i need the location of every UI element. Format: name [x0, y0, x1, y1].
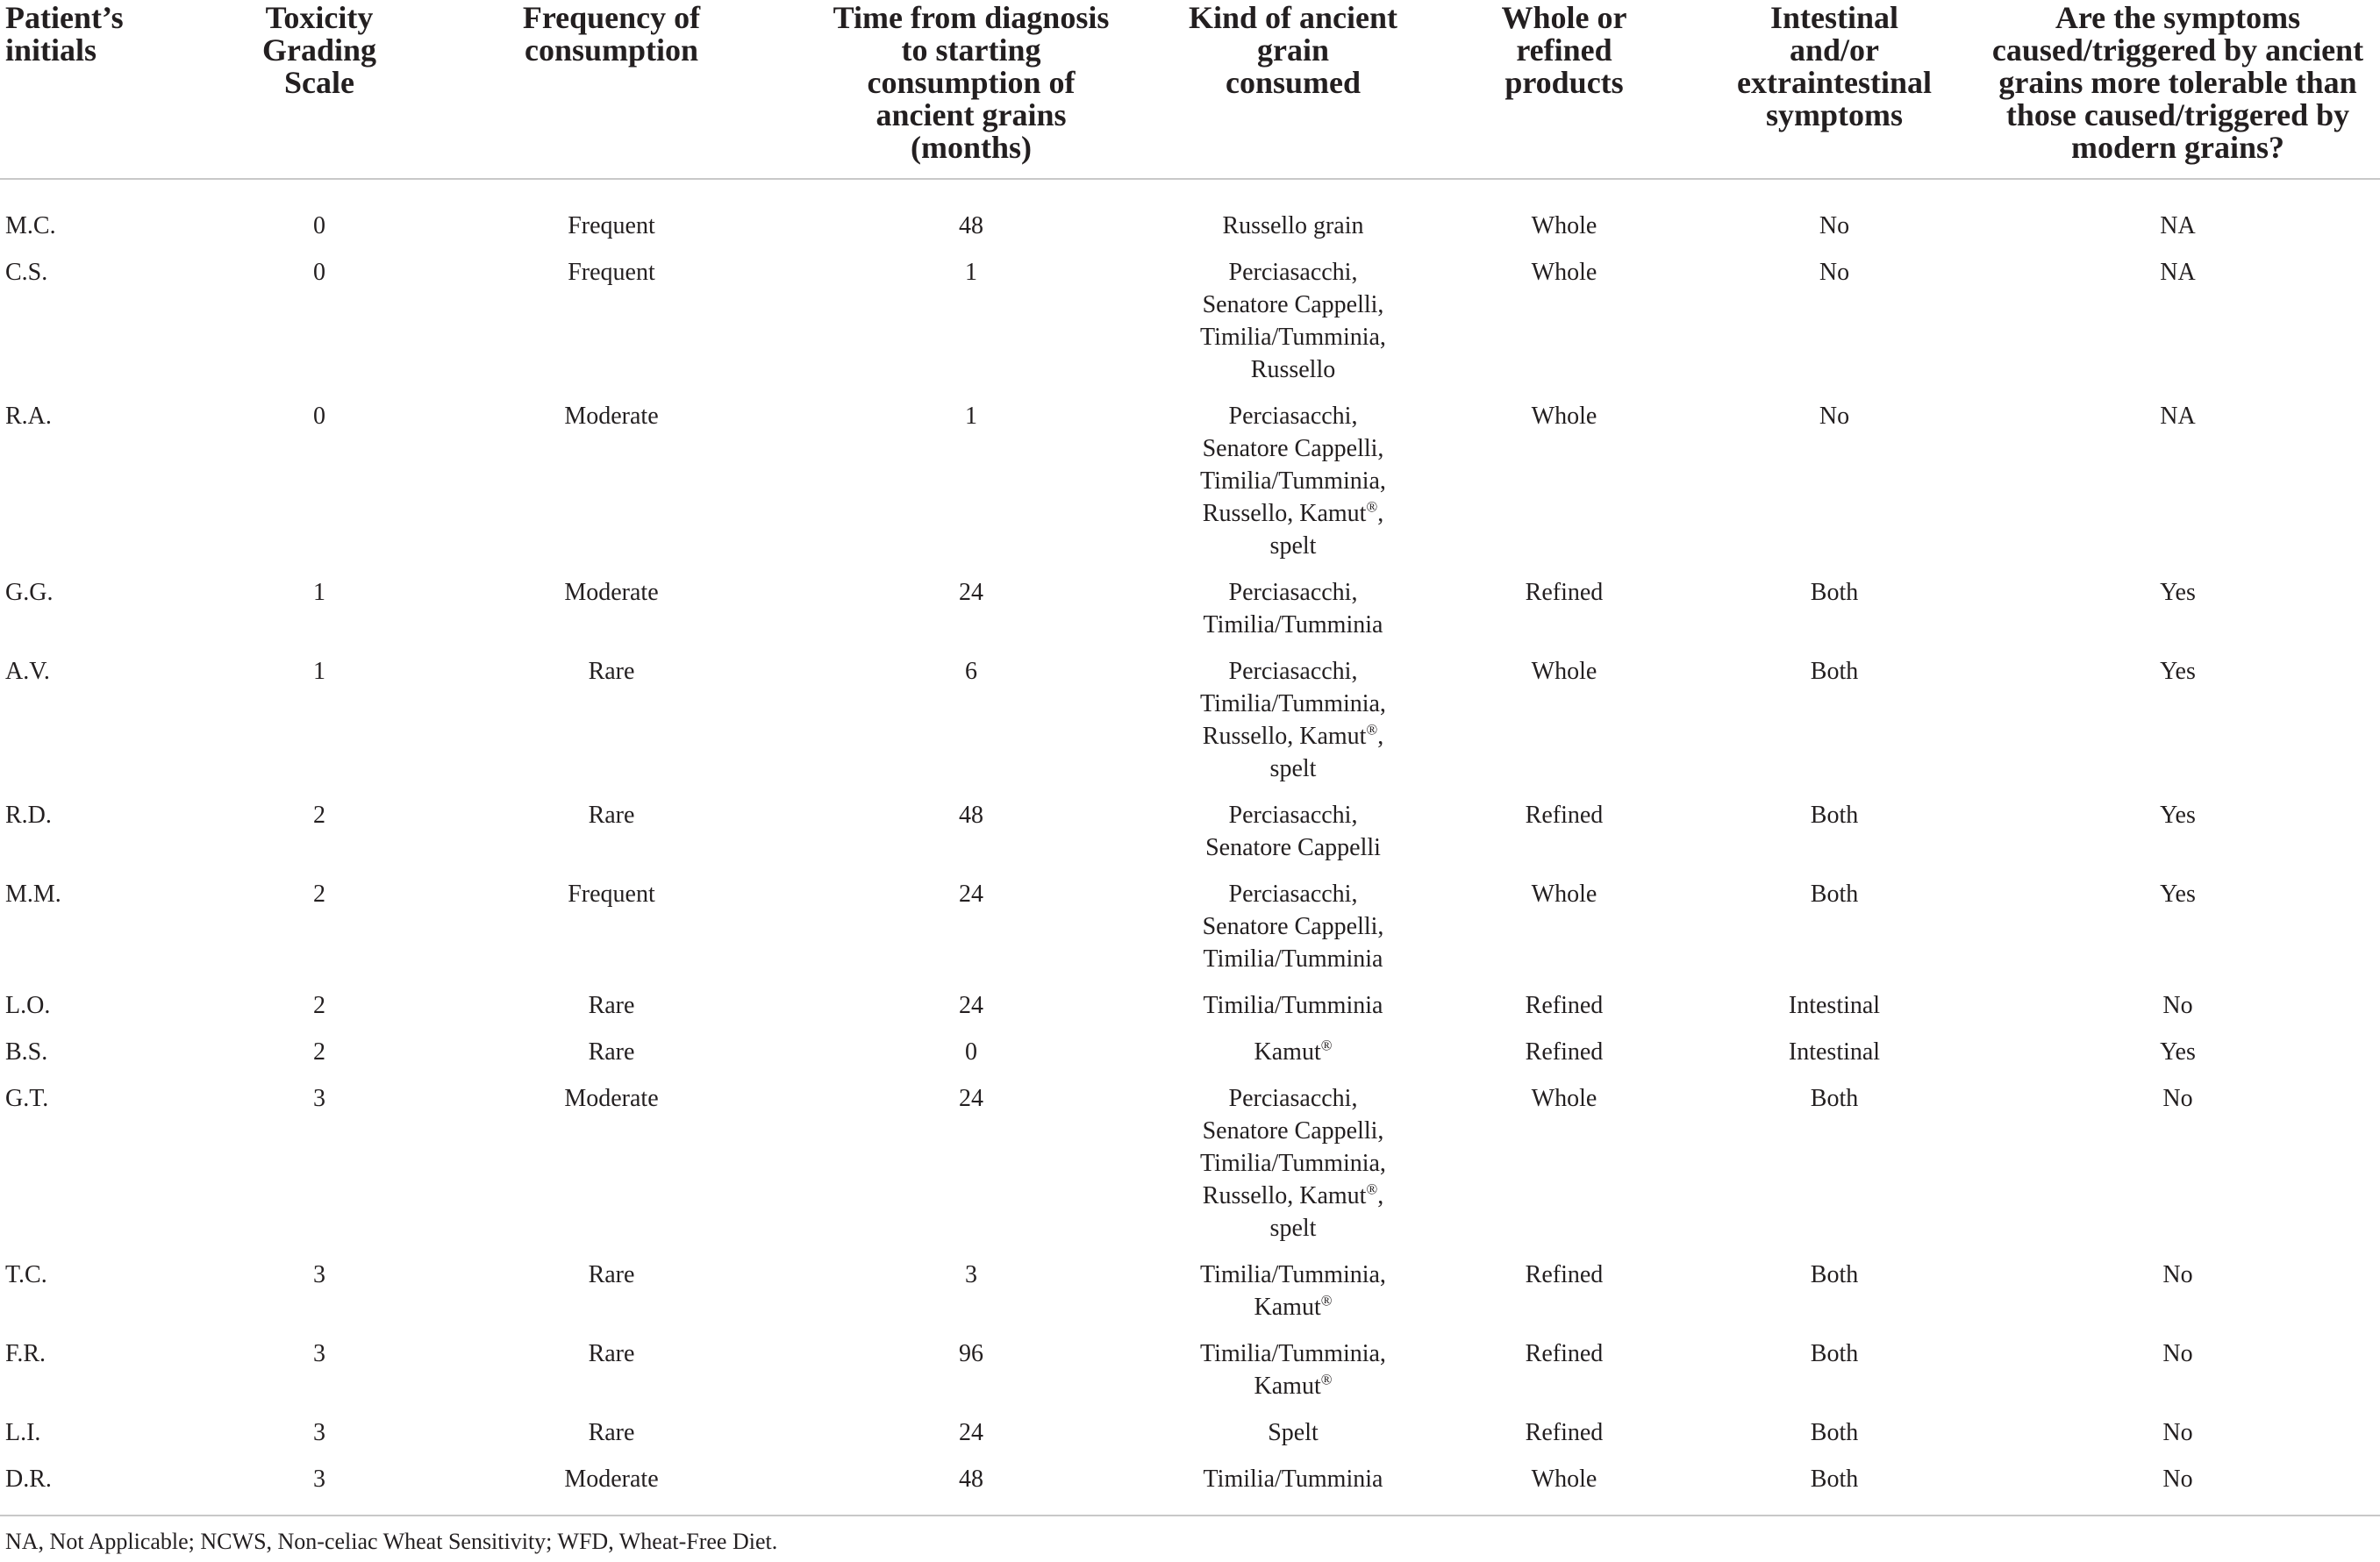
cell-tolerable: Yes	[2160, 881, 2196, 908]
grain-line: Kamut®	[1254, 1292, 1333, 1321]
cell-grain	[1151, 1409, 1435, 1456]
grain-line: Timilia/Tumminia,	[1200, 690, 1386, 717]
cell-tolerable: No	[2162, 1419, 2193, 1446]
cell-months: 96	[959, 1340, 983, 1367]
cell-frequency: Frequent	[568, 259, 655, 286]
header-line: Time from diagnosis	[833, 0, 1110, 35]
cell-product: Refined	[1525, 1261, 1604, 1288]
cell-initials: M.C.	[5, 212, 56, 239]
grain-line: Timilia/Tumminia	[1203, 992, 1383, 1019]
cell-grade: 3	[313, 1261, 325, 1288]
cell-grade: 2	[313, 802, 325, 829]
cell-product: Whole	[1531, 403, 1597, 430]
table-row	[0, 1330, 2380, 1409]
table-footnote: NA, Not Applicable; NCWS, Non-celiac Wheat Sensitivity; WFD, Wheat-Free Diet.	[0, 1516, 2380, 1557]
grain-line: Timilia/Tumminia	[1203, 1466, 1383, 1493]
cell-tolerable: Yes	[2160, 1038, 2196, 1066]
cell-product: Refined	[1525, 579, 1604, 606]
table-header-row	[0, 0, 2380, 179]
cell-initials: C.S.	[5, 259, 48, 286]
table-row	[0, 982, 2380, 1029]
cell-symptoms: Both	[1810, 1466, 1859, 1493]
cell-frequency: Rare	[588, 1261, 635, 1288]
cell-frequency: Moderate	[564, 579, 659, 606]
header-line: ancient grains	[876, 97, 1067, 132]
grain-line: spelt	[1269, 755, 1317, 782]
table-row	[0, 648, 2380, 792]
cell-initials: D.R.	[5, 1466, 52, 1493]
table-row	[0, 393, 2380, 569]
header-line: consumption	[524, 32, 699, 68]
cell-initials: T.C.	[5, 1261, 47, 1288]
cell-tolerable: Yes	[2160, 579, 2196, 606]
table-body	[0, 179, 2380, 1516]
cell-product: Refined	[1525, 1419, 1604, 1446]
table-row	[0, 249, 2380, 393]
table-row	[0, 1456, 2380, 1516]
grain-line: Spelt	[1268, 1419, 1319, 1446]
cell-frequency: Frequent	[568, 881, 655, 908]
header-patient-initials	[0, 0, 207, 179]
grain-line: Senatore Cappelli,	[1202, 913, 1384, 940]
grain-line: Senatore Cappelli,	[1202, 291, 1384, 318]
grain-line: Russello, Kamut®,	[1202, 1180, 1384, 1209]
cell-tolerable: No	[2162, 1466, 2193, 1493]
cell-frequency: Rare	[588, 992, 635, 1019]
cell-product: Whole	[1531, 881, 1597, 908]
cell-symptoms: Both	[1810, 802, 1859, 829]
cell-grain	[1151, 1252, 1435, 1330]
table-footnote-row	[0, 1516, 2380, 1557]
cell-tolerable: NA	[2160, 259, 2196, 286]
cell-tolerable: No	[2162, 1340, 2193, 1367]
table-row	[0, 569, 2380, 648]
grain-line: Russello grain	[1222, 212, 1364, 239]
cell-initials: R.D.	[5, 802, 52, 829]
cell-product: Refined	[1525, 802, 1604, 829]
grain-line: spelt	[1269, 532, 1317, 560]
header-line: and/or	[1789, 32, 1880, 68]
cell-symptoms: No	[1819, 403, 1850, 430]
header-line: extraintestinal	[1737, 65, 1932, 100]
cell-grade: 0	[313, 259, 325, 286]
cell-product: Whole	[1531, 1466, 1597, 1493]
grain-line: Kamut®	[1254, 1371, 1333, 1400]
header-frequency	[432, 0, 791, 179]
table-row	[0, 179, 2380, 249]
grain-line: Russello, Kamut®,	[1202, 498, 1384, 527]
grain-line: Timilia/Tumminia	[1203, 611, 1383, 638]
cell-grade: 2	[313, 992, 325, 1019]
cell-initials: F.R.	[5, 1340, 46, 1367]
header-line: Whole or	[1501, 0, 1627, 35]
cell-months: 1	[965, 259, 977, 286]
cell-frequency: Frequent	[568, 212, 655, 239]
cell-symptoms: Both	[1810, 1085, 1859, 1112]
header-line: symptoms	[1765, 97, 1903, 132]
cell-tolerable: Yes	[2160, 658, 2196, 685]
header-line: consumption of	[867, 65, 1076, 100]
header-line: Grading	[261, 32, 377, 68]
cell-grain	[1151, 569, 1435, 648]
cell-grain	[1151, 871, 1435, 982]
header-kind-of-grain	[1151, 0, 1435, 179]
grain-line: Senatore Cappelli,	[1202, 1117, 1384, 1145]
header-toxicity-grading-scale	[207, 0, 432, 179]
cell-grade: 2	[313, 1038, 325, 1066]
cell-initials: L.I.	[5, 1419, 41, 1446]
cell-symptoms: No	[1819, 212, 1850, 239]
header-line: Intestinal	[1769, 0, 1899, 35]
cell-months: 6	[965, 658, 977, 685]
table-row	[0, 1075, 2380, 1252]
cell-initials: L.O.	[5, 992, 51, 1019]
header-line: Scale	[284, 65, 354, 100]
grain-line: Kamut®	[1254, 1037, 1333, 1066]
header-symptoms	[1693, 0, 1976, 179]
cell-grain	[1151, 792, 1435, 871]
cell-symptoms: No	[1819, 259, 1850, 286]
cell-grade: 3	[313, 1466, 325, 1493]
cell-months: 24	[959, 1419, 983, 1446]
cell-initials: A.V.	[5, 658, 50, 685]
grain-line: Perciasacchi,	[1228, 658, 1358, 685]
cell-frequency: Rare	[588, 658, 635, 685]
header-line: to starting	[901, 32, 1041, 68]
cell-initials: G.T.	[5, 1085, 49, 1112]
cell-symptoms: Intestinal	[1788, 1038, 1881, 1066]
cell-symptoms: Both	[1810, 1261, 1859, 1288]
grain-line: Timilia/Tumminia,	[1200, 1340, 1386, 1367]
cell-frequency: Moderate	[564, 1085, 659, 1112]
header-line: grains more tolerable than	[1998, 65, 2357, 100]
cell-frequency: Moderate	[564, 403, 659, 430]
grain-line: Perciasacchi,	[1228, 1085, 1358, 1112]
cell-frequency: Rare	[588, 1038, 635, 1066]
cell-frequency: Rare	[588, 1340, 635, 1367]
cell-months: 48	[959, 212, 983, 239]
cell-initials: R.A.	[5, 403, 52, 430]
cell-grain	[1151, 1456, 1435, 1516]
header-line: Patient’s	[5, 0, 124, 35]
header-line: refined	[1516, 32, 1612, 68]
cell-grain	[1151, 249, 1435, 393]
cell-grain	[1151, 648, 1435, 792]
cell-product: Whole	[1531, 1085, 1597, 1112]
cell-months: 1	[965, 403, 977, 430]
cell-product: Whole	[1531, 259, 1597, 286]
cell-months: 24	[959, 992, 983, 1019]
header-line: consumed	[1225, 65, 1362, 100]
grain-line: Russello	[1250, 356, 1336, 383]
header-tolerability	[1976, 0, 2380, 179]
header-line: Kind of ancient	[1188, 0, 1398, 35]
grain-line: Perciasacchi,	[1228, 403, 1358, 430]
cell-symptoms: Intestinal	[1788, 992, 1881, 1019]
cell-grain	[1151, 1330, 1435, 1409]
cell-initials: B.S.	[5, 1038, 48, 1066]
cell-grain	[1151, 393, 1435, 569]
cell-grain	[1151, 1029, 1435, 1075]
cell-grain	[1151, 1075, 1435, 1252]
header-line: grain	[1256, 32, 1329, 68]
cell-symptoms: Both	[1810, 1419, 1859, 1446]
cell-symptoms: Both	[1810, 881, 1859, 908]
cell-symptoms: Both	[1810, 658, 1859, 685]
cell-frequency: Rare	[588, 1419, 635, 1446]
cell-tolerable: No	[2162, 1261, 2193, 1288]
cell-grade: 3	[313, 1419, 325, 1446]
cell-months: 48	[959, 802, 983, 829]
cell-frequency: Rare	[588, 802, 635, 829]
grain-line: Timilia/Tumminia,	[1200, 1261, 1386, 1288]
table-row	[0, 792, 2380, 871]
cell-months: 24	[959, 1085, 983, 1112]
cell-product: Refined	[1525, 992, 1604, 1019]
cell-grain	[1151, 982, 1435, 1029]
cell-months: 3	[965, 1261, 977, 1288]
cell-grade: 1	[313, 658, 325, 685]
table-row	[0, 1252, 2380, 1330]
table-row	[0, 871, 2380, 982]
grain-line: spelt	[1269, 1215, 1317, 1242]
cell-grade: 2	[313, 881, 325, 908]
cell-grade: 0	[313, 403, 325, 430]
table-row	[0, 1029, 2380, 1075]
cell-tolerable: Yes	[2160, 802, 2196, 829]
header-line: those caused/triggered by	[2005, 97, 2350, 132]
cell-product: Refined	[1525, 1038, 1604, 1066]
header-line: caused/triggered by ancient	[1991, 32, 2364, 68]
cell-product: Whole	[1531, 212, 1597, 239]
cell-initials: G.G.	[5, 579, 54, 606]
grain-line: Senatore Cappelli	[1205, 834, 1381, 861]
grain-line: Timilia/Tumminia,	[1200, 1150, 1386, 1177]
cell-months: 0	[965, 1038, 977, 1066]
grain-line: Timilia/Tumminia,	[1200, 324, 1386, 351]
grain-line: Perciasacchi,	[1228, 579, 1358, 606]
header-line: initials	[5, 32, 97, 68]
cell-product: Whole	[1531, 658, 1597, 685]
cell-tolerable: NA	[2160, 212, 2196, 239]
grain-line: Perciasacchi,	[1228, 802, 1358, 829]
header-line: modern grains?	[2071, 130, 2284, 165]
header-time-from-diagnosis	[791, 0, 1151, 179]
cell-frequency: Moderate	[564, 1466, 659, 1493]
cell-grade: 3	[313, 1085, 325, 1112]
cell-tolerable: No	[2162, 1085, 2193, 1112]
cell-grain	[1151, 179, 1435, 249]
cell-grade: 3	[313, 1340, 325, 1367]
cell-months: 24	[959, 881, 983, 908]
grain-line: Perciasacchi,	[1228, 259, 1358, 286]
table-row	[0, 1409, 2380, 1456]
cell-symptoms: Both	[1810, 579, 1859, 606]
cell-grade: 0	[313, 212, 325, 239]
cell-grade: 1	[313, 579, 325, 606]
header-line: Frequency of	[522, 0, 701, 35]
grain-line: Perciasacchi,	[1228, 881, 1358, 908]
header-whole-or-refined	[1435, 0, 1693, 179]
grain-line: Timilia/Tumminia,	[1200, 467, 1386, 495]
grain-line: Senatore Cappelli,	[1202, 435, 1384, 462]
cell-product: Refined	[1525, 1340, 1604, 1367]
cell-tolerable: NA	[2160, 403, 2196, 430]
header-line: Are the symptoms	[2055, 0, 2301, 35]
cell-initials: M.M.	[5, 881, 61, 908]
grain-line: Russello, Kamut®,	[1202, 721, 1384, 750]
cell-symptoms: Both	[1810, 1340, 1859, 1367]
grain-line: Timilia/Tumminia	[1203, 945, 1383, 973]
header-line: products	[1504, 65, 1624, 100]
cell-months: 24	[959, 579, 983, 606]
header-line: (months)	[910, 130, 1032, 165]
cell-tolerable: No	[2162, 992, 2193, 1019]
cell-months: 48	[959, 1466, 983, 1493]
header-line: Toxicity	[265, 0, 374, 35]
